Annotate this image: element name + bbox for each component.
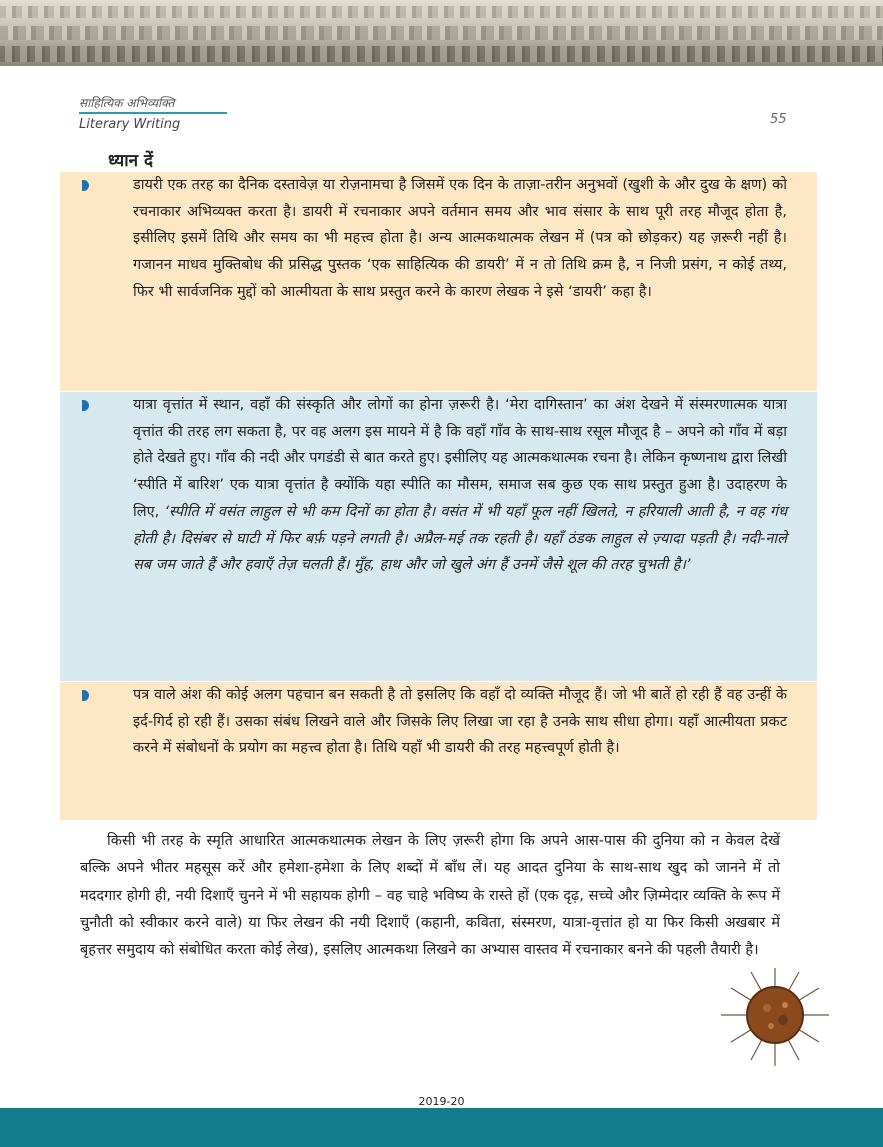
header-rule xyxy=(79,112,227,114)
bullet-icon xyxy=(82,180,89,191)
note-box-travelogue xyxy=(60,392,817,681)
footer-year: 2019-20 xyxy=(418,1095,465,1108)
running-header-hindi: साहित्यिक अभिव्यक्ति xyxy=(79,96,175,110)
section-title: ध्यान दें xyxy=(108,151,154,171)
bullet-icon xyxy=(82,400,89,411)
banner-carving-band xyxy=(0,26,883,40)
bullet-icon xyxy=(82,690,89,701)
closing-paragraph: किसी भी तरह के स्मृति आधारित आत्मकथात्मक लेखन के लिए ज़रूरी होगा कि अपने आस-पास की दुनिया को न केवल देखें बल्कि अपने भीतर महसूस करें और हमेशा-हमेशा के लिए शब्दों में बाँध लें। यह आदत दुनिया के साथ-साथ खुद को जानने में तो मददगार होगी ही, नयी दिशाएँ चुनने में भी सहायक होगी – वह चाहे भविष्य के रास्ते हों (एक दृढ़, सच्चे और ज़िम्मेदार व्यक्ति के रूप में चुनौती को स्वीकार करने वाले) या फिर लेखन की नयी दिशाएँ (कहानी, कविता, संस्मरण, यात्रा-वृत्तांत हो या फिर किसी अखबार में बृहत्तर समुदाय को संबोधित करता कोई लेख), इसलिए आत्मकथा लिखने का अभ्यास वास्तव में रचनाकार बनने की पहली तैयारी है। xyxy=(80,833,780,959)
note-text: डायरी एक तरह का दैनिक दस्तावेज़ या रोज़नामचा है जिसमें एक दिन के ताज़ा-तरीन अनुभवों (खुशी के और दुख के क्षण) को रचनाकार अभिव्यक्त करता है। डायरी में रचनाकार अपने वर्तमान समय और भाव संसार के साथ पूरी तरह मौजूद होता है, इसीलिए इसमें तिथि और समय का भी महत्त्व होता है। अन्य आत्मकथात्मक लेखन में (पत्र को छोड़कर) यह ज़रूरी नहीं है। गजानन माधव मुक्तिबोध की प्रसिद्ध पुस्तक ‘एक साहित्यिक की डायरी’ में न तो तिथि क्रम है, न निजी प्रसंग, न कोई तथ्य, फिर भी सार्वजनिक मुद्दों को आत्मीयता के साथ प्रस्तुत करने के कारण लेखक ने इसे ‘डायरी’ कहा है। xyxy=(133,177,787,300)
footer-bar xyxy=(0,1108,883,1147)
note-box-diary xyxy=(60,172,817,391)
banner-carving-band xyxy=(0,46,883,62)
note-text-main: यात्रा वृत्तांत में स्थान, वहाँ की संस्कृति और लोगों का होना ज़रूरी है। ‘मेरा दागिस्तान’ का अंश देखने में संस्मरणात्मक यात्रा वृत्तांत की तरह लग सकता है, पर वह अलग इस मायने में है कि वहाँ गाँव के साथ-साथ रसूल मौजूद है – अपने को गाँव में बड़ा होते देखते हुए। गाँव की नदी और पगडंडी से बात करते हुए। इसीलिए यह आत्मकथात्मक रचना है। लेकिन कृष्णनाथ द्वारा लिखी ‘स्पीति में बारिश’ एक यात्रा वृत्तांत है क्योंकि यहा स्पीति का मौसम, समाज सब कुछ एक साथ प्रस्तुत हुआ है। उदाहरण के लिए, xyxy=(133,397,787,520)
note-text: पत्र वाले अंश की कोई अलग पहचान बन सकती है तो इसलिए कि वहाँ दो व्यक्ति मौजूद हैं। जो भी बातें हो रही हैं वह उन्हीं के इर्द-गिर्द हो रही हैं। उसका संबंध लिखने वाले और जिसके लिए लिखा जा रहा है उनके साथ सीधा होगा। यहाँ आत्मीयता प्रकट करने में संबोधनों के प्रयोग का महत्त्व होता है। तिथि यहाँ भी डायरी की तरह महत्त्वपूर्ण होती है। xyxy=(133,687,787,757)
note-text xyxy=(133,392,787,579)
page-number: 55 xyxy=(770,112,787,127)
sun-motif-icon xyxy=(715,960,835,1070)
note-quote: ‘स्पीति में वसंत लाहुल से भी कम दिनों का होता है। वसंत में भी यहाँ फूल नहीं खिलते, न हरियाली आती है, न वह गंध होती है। दिसंबर से घाटी में फिर बर्फ़ पड़ने लगती है। अप्रैल-मई तक रहती है। यहाँ ठंडक लाहुल से ज़्यादा पड़ती है। नदी-नाले सब जम जाते हैं और हवाएँ तेज़ चलती हैं। मुँह, हाथ और जो खुले अंग हैं उनमें जैसे शूल की तरह चुभती है।’ xyxy=(133,503,787,574)
banner-carving-band xyxy=(0,6,883,18)
note-box-letter xyxy=(60,682,817,820)
decorative-banner xyxy=(0,0,883,66)
running-header-english: Literary Writing xyxy=(79,117,181,132)
